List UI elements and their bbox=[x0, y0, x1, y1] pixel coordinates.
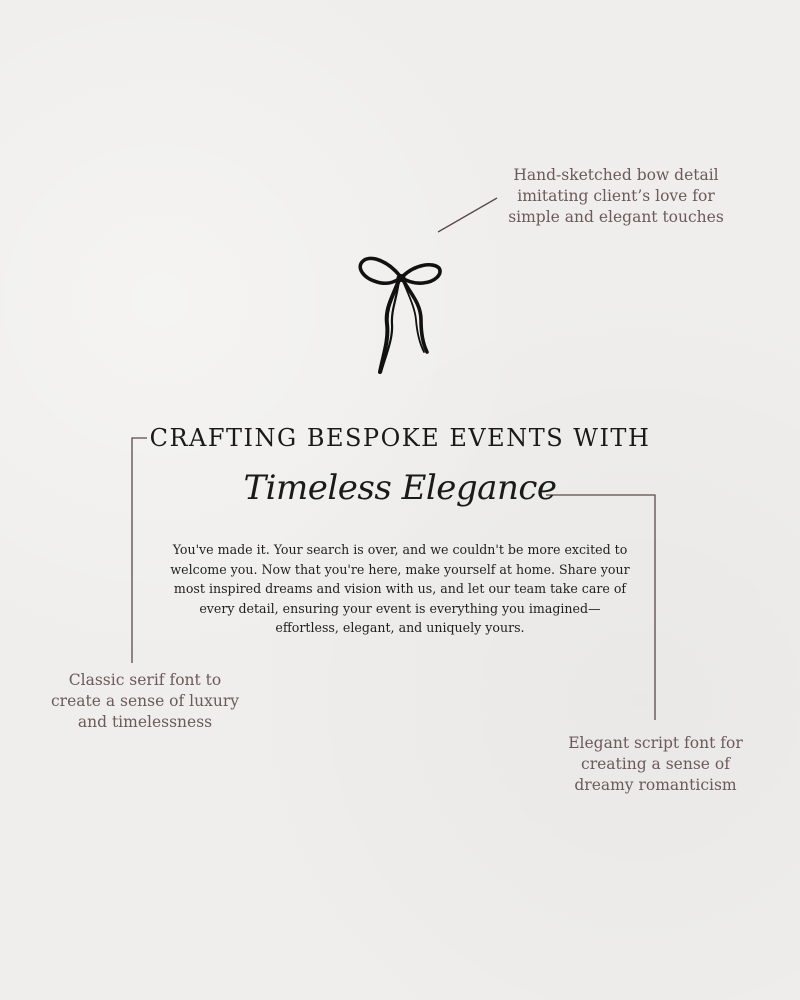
paragraph-line: effortless, elegant, and uniquely yours. bbox=[275, 620, 525, 635]
bow-annotation bbox=[500, 165, 732, 228]
script-title: Timeless Elegance bbox=[243, 468, 557, 508]
script-annotation-line: Elegant script font for bbox=[568, 734, 743, 752]
bow-annotation-line: simple and elegant touches bbox=[508, 208, 724, 226]
welcome-paragraph bbox=[160, 540, 640, 638]
serif-annotation bbox=[40, 670, 250, 733]
bow-annotation-line: imitating client’s love for bbox=[517, 187, 715, 205]
bow-leader-line bbox=[438, 198, 497, 232]
paragraph-line: You've made it. Your search is over, and we couldn't be more excited to bbox=[172, 542, 628, 557]
serif-annotation-line: Classic serif font to bbox=[68, 671, 222, 689]
page-heading: CRAFTING BESPOKE EVENTS WITH bbox=[149, 424, 651, 452]
serif-annotation-line: and timelessness bbox=[77, 713, 213, 731]
paragraph-line: most inspired dreams and vision with us, and let our team take care of bbox=[173, 581, 627, 596]
script-annotation-line: creating a sense of bbox=[581, 755, 730, 773]
serif-annotation-line: create a sense of luxury bbox=[51, 692, 239, 710]
paragraph-line: welcome you. Now that you're here, make yourself at home. Share your bbox=[170, 561, 630, 577]
bow-icon bbox=[355, 248, 450, 378]
paragraph-line: every detail, ensuring your event is everything you imagined— bbox=[199, 600, 601, 616]
script-annotation-line: dreamy romanticism bbox=[574, 776, 737, 794]
bow-annotation-line: Hand-sketched bow detail bbox=[513, 166, 719, 184]
script-annotation bbox=[548, 733, 763, 796]
